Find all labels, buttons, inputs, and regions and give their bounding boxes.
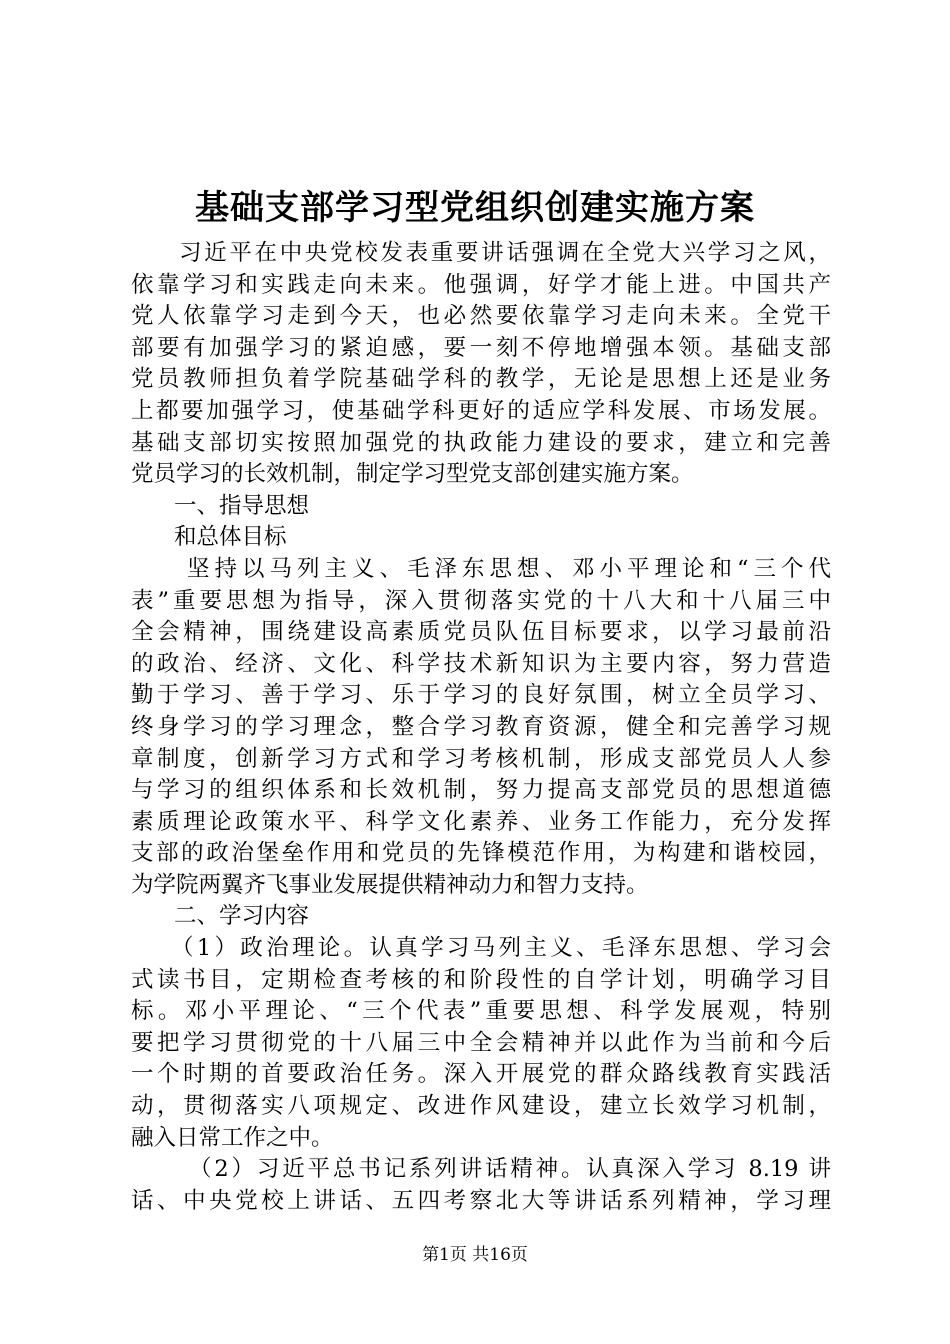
text-line: 坚持以马列主义、毛泽东思想、邓小平理论和“三个代 [187, 555, 831, 582]
text-line: 党员教师担负着学院基础学科的教学，无论是思想上还是业务 [131, 366, 831, 393]
page-number-label: 第1页 共16页 [422, 1245, 528, 1265]
text-line: 与学习的组织体系和长效机制，努力提高支部党员的思想道德 [131, 777, 831, 804]
text-line: 的政治、经济、文化、科学技术新知识为主要内容，努力营造 [131, 650, 831, 677]
section-heading: 二、学习内容 [174, 903, 310, 930]
text-line: 动，贯彻落实八项规定、改进作风建设，建立长效学习机制， [131, 1093, 831, 1120]
section-heading: 一、指导思想 [174, 492, 310, 519]
text-line: 习近平在中央党校发表重要讲话强调在全党大兴学习之风， [179, 240, 831, 266]
text-line: 融入日常工作之中。 [131, 1124, 334, 1151]
text-line: 章制度，创新学习方式和学习考核机制，形成支部党员人人参 [131, 745, 831, 772]
document-body [131, 238, 831, 1217]
text-line: 表”重要思想为指导，深入贯彻落实党的十八大和十八届三中 [131, 587, 831, 614]
text-line: 支部的政治堡垒作用和党员的先锋模范作用，为构建和谐校园， [131, 840, 831, 867]
text-line: 为学院两翼齐飞事业发展提供精神动力和智力支持。 [131, 871, 649, 898]
text-line: 党人依靠学习走到今天，也必然要依靠学习走向未来。全党干 [131, 303, 831, 330]
text-line: 上都要加强学习，使基础学科更好的适应学科发展、市场发展。 [131, 397, 831, 424]
text-line: 全会精神，围绕建设高素质党员队伍目标要求，以学习最前沿 [131, 619, 831, 646]
text-line: 勤于学习、善于学习、乐于学习的良好氛围，树立全员学习、 [131, 682, 831, 709]
page-footer [0, 1244, 950, 1266]
text-line: 基础支部切实按照加强党的执政能力建设的要求，建立和完善 [131, 429, 831, 456]
section-heading: 和总体目标 [174, 524, 287, 551]
text-line: 话、中央党校上讲话、五四考察北大等讲话系列精神，学习理 [131, 1187, 831, 1214]
text-line: （1）政治理论。认真学习马列主义、毛泽东思想、学习会 [171, 935, 831, 962]
text-line: 党员学习的长效机制，制定学习型党支部创建实施方案。 [131, 461, 694, 488]
document-title: 基础支部学习型党组织创建实施方案 [195, 188, 755, 228]
text-line: 终身学习的学习理念，整合学习教育资源，健全和完善学习规 [131, 713, 831, 740]
text-line: （2）习近平总书记系列讲话精神。认真深入学习 8.19 讲 [189, 1156, 831, 1183]
text-line: 要把学习贯彻党的十八届三中全会精神并以此作为当前和今后 [131, 1029, 831, 1056]
text-line: 依靠学习和实践走向未来。他强调，好学才能上进。中国共产 [131, 271, 831, 298]
text-line: 素质理论政策水平、科学文化素养、业务工作能力，充分发挥 [131, 808, 831, 835]
text-line: 标。邓小平理论、“三个代表”重要思想、科学发展观，特别 [131, 998, 831, 1025]
text-line: 式读书目，定期检查考核的和阶段性的自学计划，明确学习目 [131, 966, 831, 993]
text-line: 一个时期的首要政治任务。深入开展党的群众路线教育实践活 [131, 1061, 831, 1088]
text-line: 部要有加强学习的紧迫感，要一刻不停地增强本领。基础支部 [131, 334, 831, 361]
